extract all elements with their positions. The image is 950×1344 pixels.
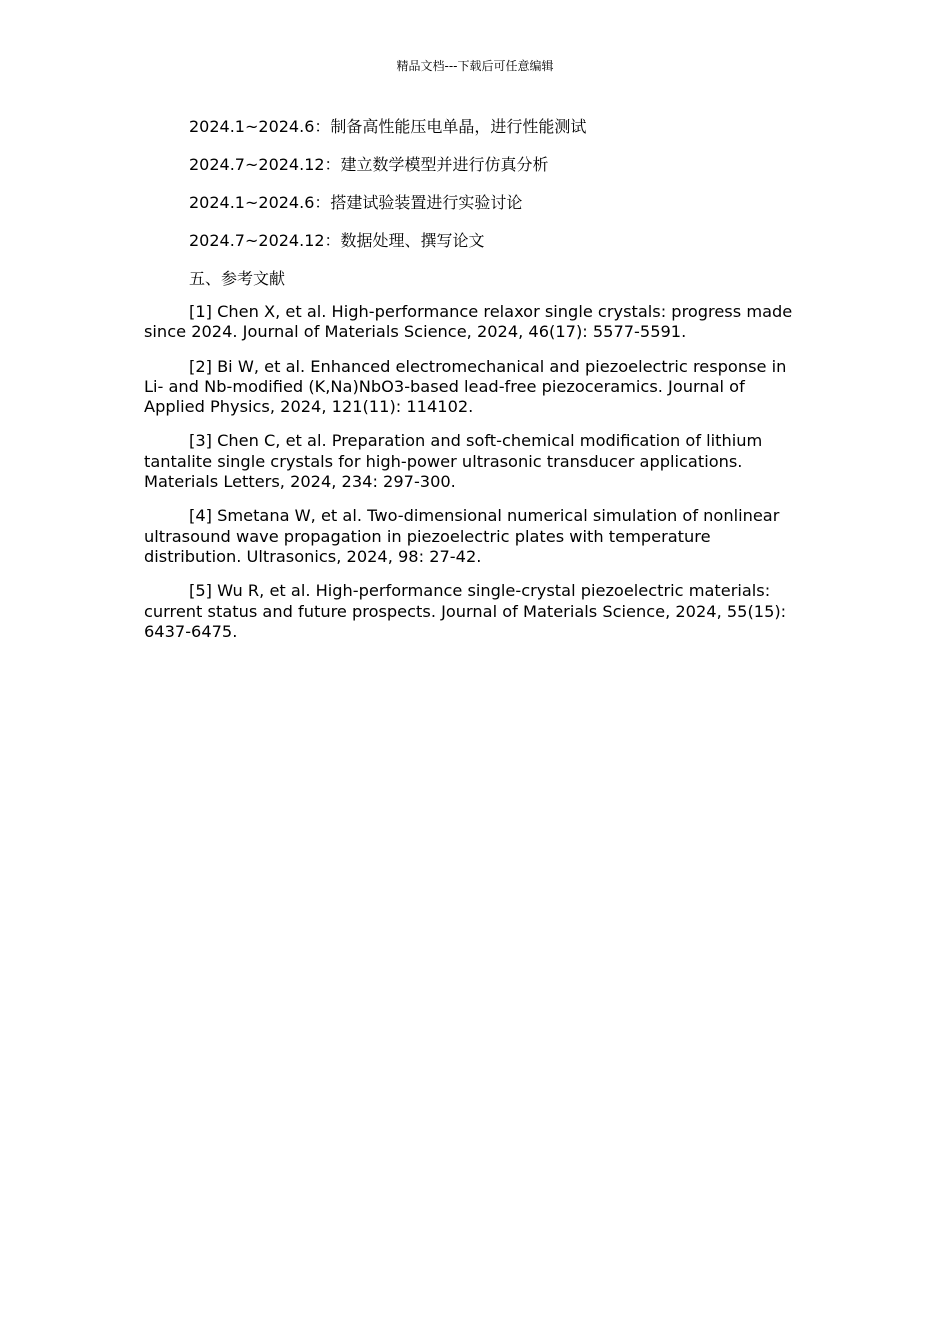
- reference-item: [4] Smetana W, et al. Two-dimensional numerical simulation of nonlinear ultrasound wave propagation in piezoelectric plates with temperature distribution. Ultrasonics, 2024, 98: 27-42.: [144, 506, 780, 566]
- section-title-references: 五、参考文献: [189, 269, 286, 288]
- schedule-item: 2024.7~2024.12：建立数学模型并进行仿真分析: [189, 155, 549, 174]
- reference-item: [2] Bi W, et al. Enhanced electromechanical and piezoelectric response in Li- and Nb-modified (K,Na)NbO3-based lead-free piezoceramics. Journal of Applied Physics, 2024, 121(11): 114102.: [144, 356, 787, 417]
- page-header: 精品文档---下载后可任意编辑: [396, 59, 554, 73]
- reference-item: [3] Chen C, et al. Preparation and soft-chemical modification of lithium tantalite single crystals for high-power ultrasonic transducer applications. Materials Letters, 2024, 234: 297-300.: [144, 431, 763, 492]
- document-body: [144, 116, 804, 656]
- schedule-item: 2024.7~2024.12：数据处理、撰写论文: [189, 231, 485, 250]
- schedule-item: 2024.1~2024.6：搭建试验装置进行实验讨论: [189, 193, 523, 212]
- reference-item: [5] Wu R, et al. High-performance single-crystal piezoelectric materials: current status and future prospects. Journal of Materials Science, 2024, 55(15): 6437-6475.: [144, 581, 787, 641]
- schedule-item: 2024.1~2024.6：制备高性能压电单晶，进行性能测试: [189, 117, 587, 136]
- reference-item: [1] Chen X, et al. High-performance relaxor single crystals: progress made since 2024. Journal of Materials Science, 2024, 46(17): 5577-5591.: [144, 302, 793, 342]
